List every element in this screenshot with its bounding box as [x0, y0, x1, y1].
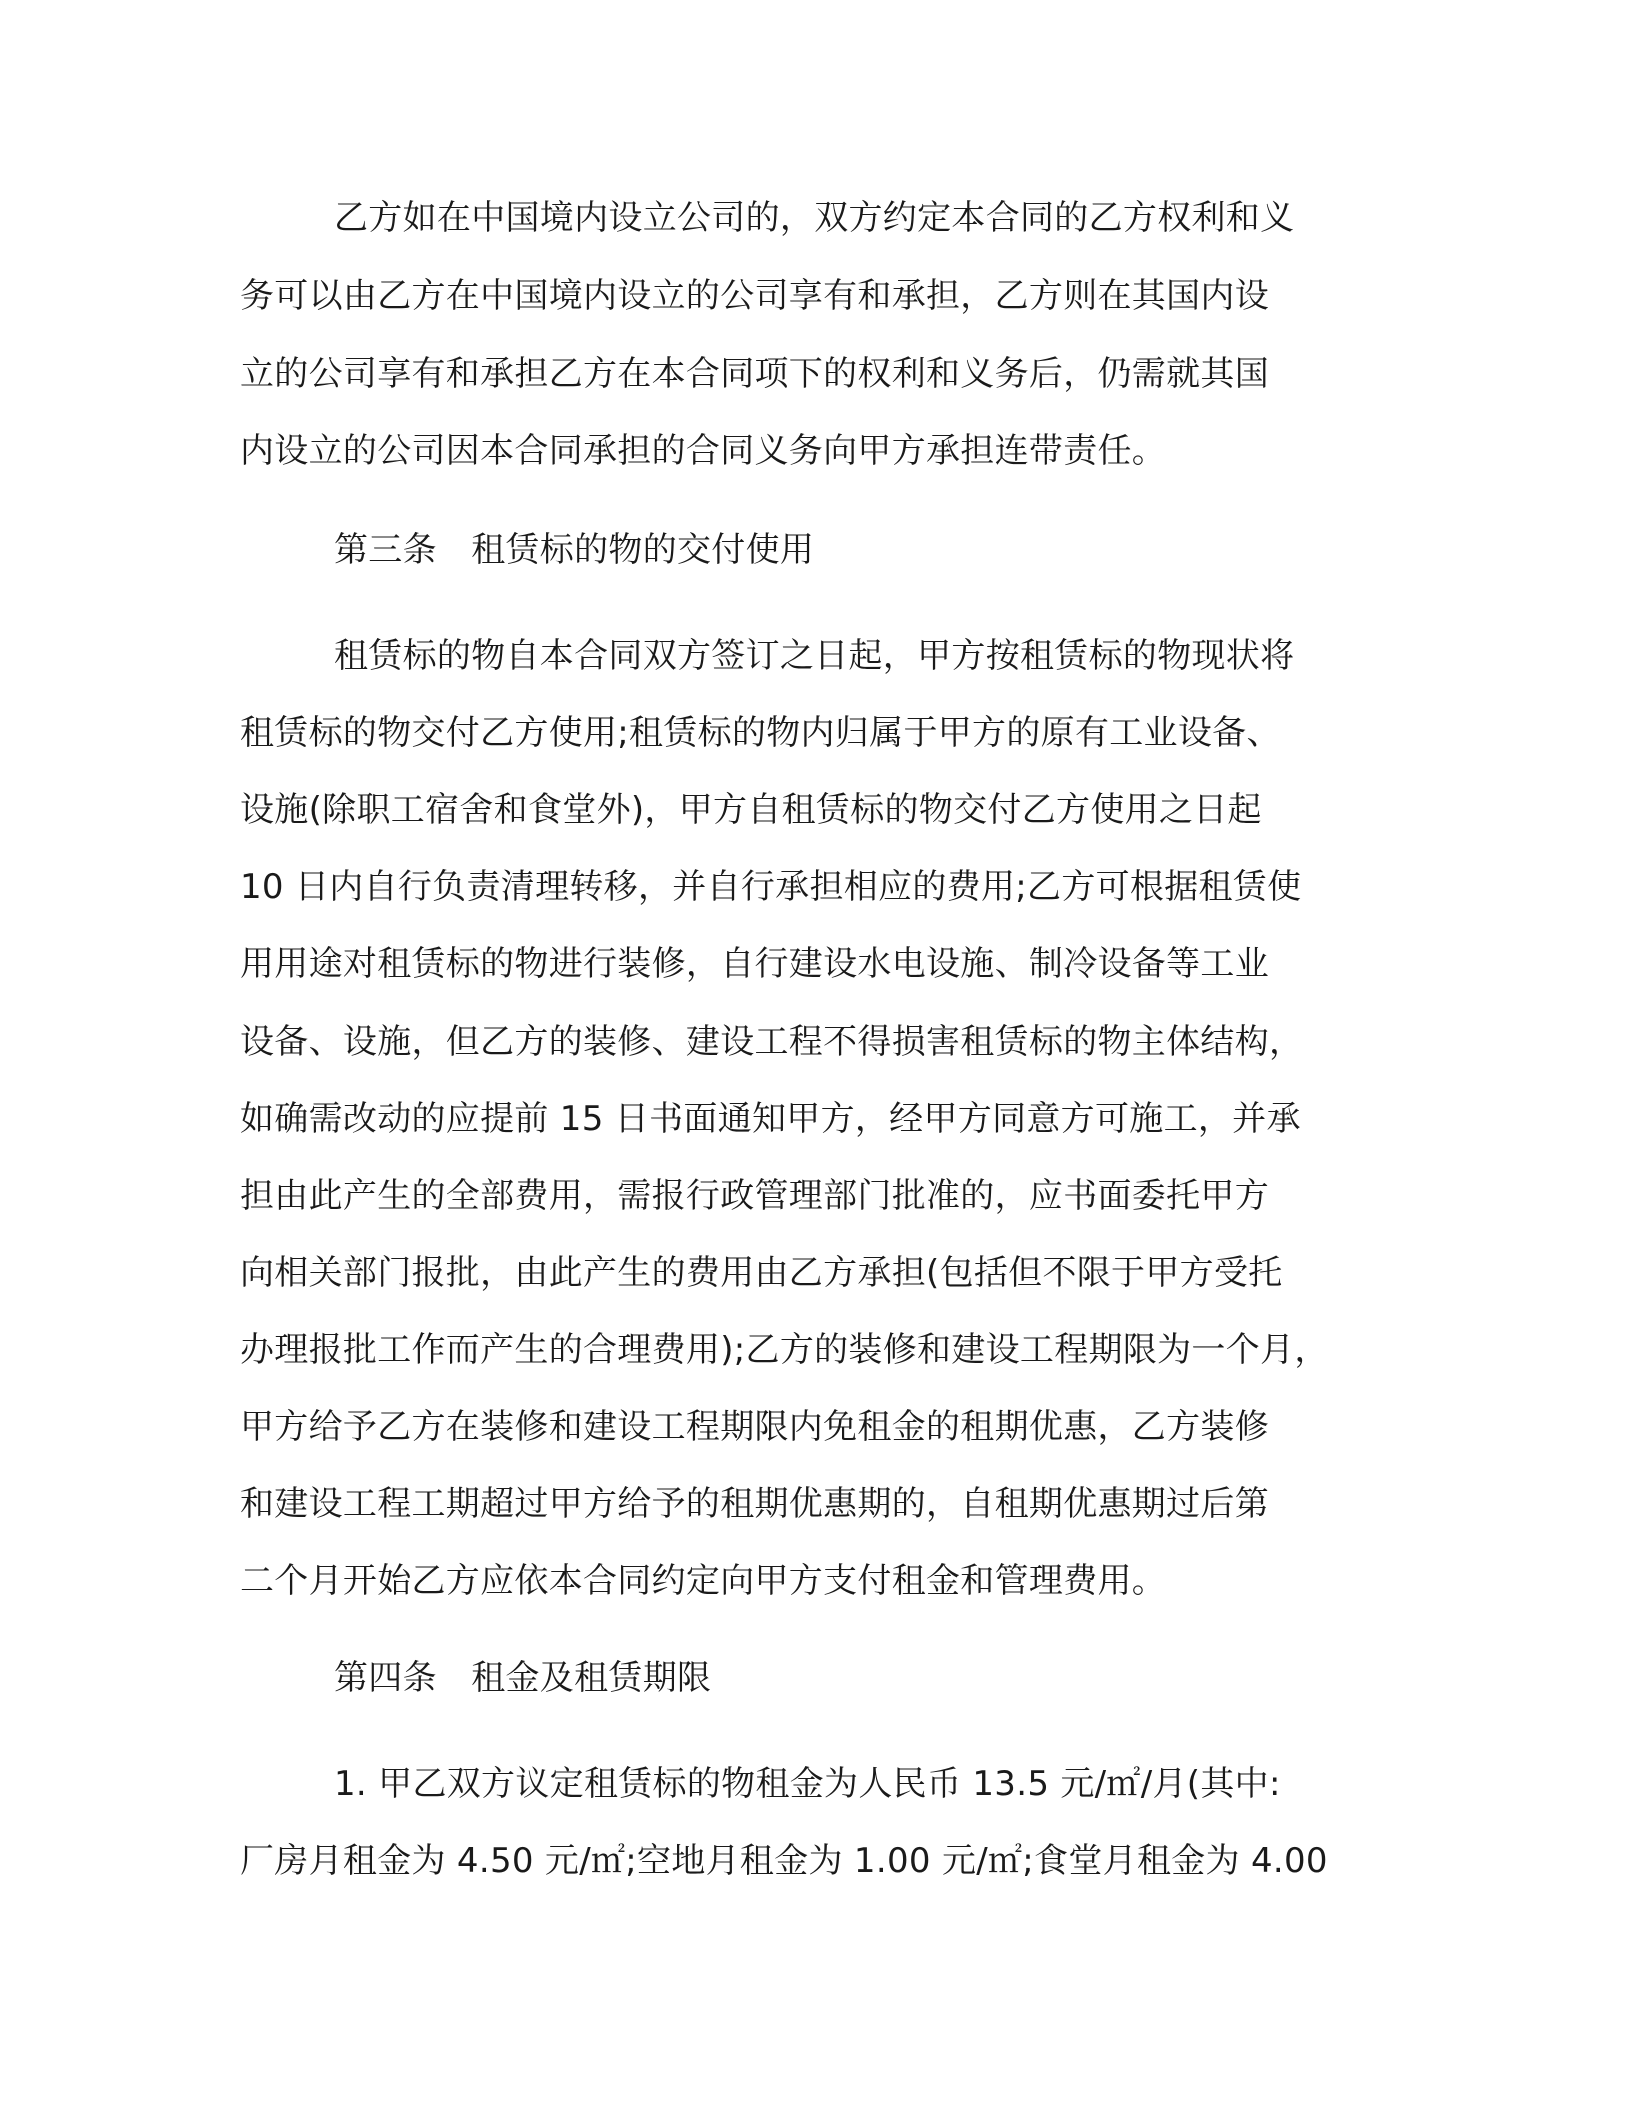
paragraph-2-line-5: 用用途对租赁标的物进行装修，自行建设水电设施、制冷设备等工业: [240, 944, 1269, 984]
paragraph-2-line-2: 租赁标的物交付乙方使用;租赁标的物内归属于甲方的原有工业设备、: [240, 713, 1281, 753]
paragraph-2-line-12: 和建设工程工期超过甲方给予的租期优惠期的，自租期优惠期过后第: [240, 1484, 1269, 1524]
paragraph-2-line-3: 设施(除职工宿舍和食堂外)，甲方自租赁标的物交付乙方使用之日起: [240, 790, 1262, 830]
paragraph-2-line-1: 租赁标的物自本合同双方签订之日起，甲方按租赁标的物现状将: [334, 636, 1295, 676]
paragraph-2-line-10: 办理报批工作而产生的合理费用);乙方的装修和建设工程期限为一个月，: [240, 1330, 1329, 1370]
paragraph-1-line-2: 务可以由乙方在中国境内设立的公司享有和承担，乙方则在其国内设: [240, 276, 1269, 316]
paragraph-2-line-7: 如确需改动的应提前 15 日书面通知甲方，经甲方同意方可施工，并承: [240, 1099, 1301, 1139]
article-4-heading: 第四条 租金及租赁期限: [334, 1658, 712, 1698]
article-3-heading: 第三条 租赁标的物的交付使用: [334, 530, 815, 570]
paragraph-1-line-3: 立的公司享有和承担乙方在本合同项下的权利和义务后，仍需就其国: [240, 354, 1269, 394]
paragraph-3-line-2: 厂房月租金为 4.50 元/㎡;空地月租金为 1.00 元/㎡;食堂月租金为 4.00: [240, 1841, 1328, 1881]
paragraph-2-line-9: 向相关部门报批，由此产生的费用由乙方承担(包括但不限于甲方受托: [240, 1253, 1283, 1293]
paragraph-3-line-1: 1. 甲乙双方议定租赁标的物租金为人民币 13.5 元/㎡/月(其中:: [334, 1764, 1281, 1804]
paragraph-2-line-8: 担由此产生的全部费用，需报行政管理部门批准的，应书面委托甲方: [240, 1176, 1269, 1216]
paragraph-2-line-11: 甲方给予乙方在装修和建设工程期限内免租金的租期优惠，乙方装修: [240, 1407, 1269, 1447]
paragraph-2-line-6: 设备、设施，但乙方的装修、建设工程不得损害租赁标的物主体结构，: [240, 1022, 1304, 1062]
paragraph-2-line-4: 10 日内自行负责清理转移，并自行承担相应的费用;乙方可根据租赁使: [240, 867, 1302, 907]
paragraph-1-line-4: 内设立的公司因本合同承担的合同义务向甲方承担连带责任。: [240, 431, 1167, 471]
paragraph-2-line-13: 二个月开始乙方应依本合同约定向甲方支付租金和管理费用。: [240, 1561, 1167, 1601]
paragraph-1-line-1: 乙方如在中国境内设立公司的，双方约定本合同的乙方权利和义: [334, 198, 1295, 238]
